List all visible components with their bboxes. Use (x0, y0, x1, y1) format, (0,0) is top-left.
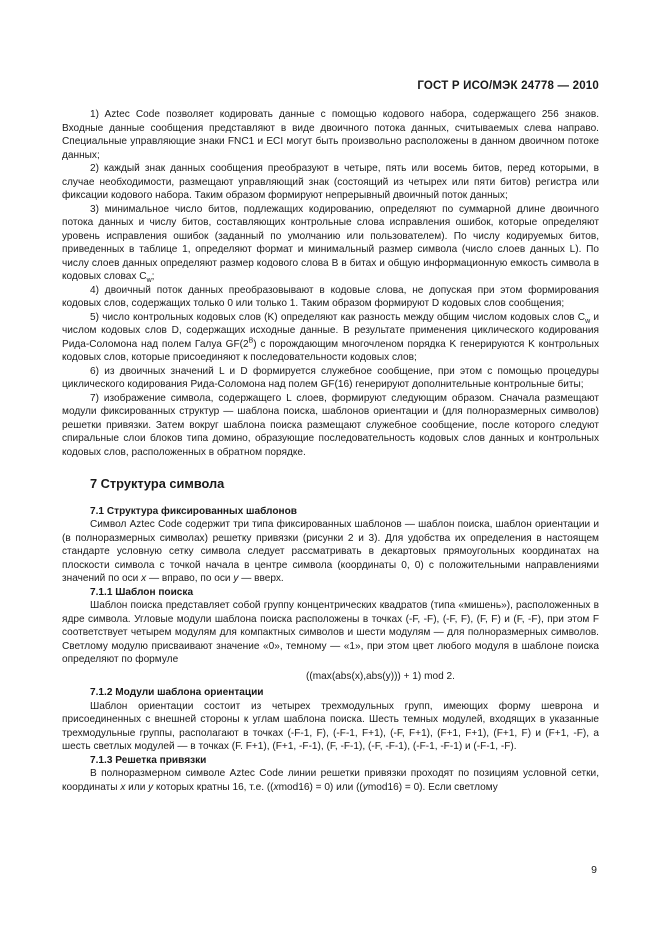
list-item-3: 3) минимальное число битов, подлежащих кодированию, определяют по суммарной длине двоичного потока данных и числу битов, составляющих контрольные слова исправления ошибок, которые определяют уровень исправления ошибок (заданный по умолчанию или пользователем). По числу кодируемых битов, приведенных в таблице 1, определяют формат и минимальный размер символа (число слоев данных L). По числу слоев данных определяют размер кодового слова B в битах и общую информационную емкость символа в кодовых словах $C_w$; (62, 203, 599, 285)
list-item-7: 7) изображение символа, содержащего L слоев, формируют следующим образом. Сначала размещают модули фиксированных структур — шаблона поиска, шаблонов ориентации и (для полноразмерных символов) решетки привязки. Затем вокруг шаблона поиска размещают служебное сообщение, после которого следуют спиральные слои блоков типа домино, образующие последовательность кодовых слов данных и контрольных кодовых слов, расположенных в обратном порядке. (62, 392, 599, 458)
section-7-1-2-heading: 7.1.2 Модули шаблона ориентации (90, 687, 264, 698)
section-7-heading: 7 Структура символа (90, 476, 225, 491)
list-item-6: 6) из двоичных значений L и D формируется служебное сообщение, при этом с помощью процедуры циклического кодирования Рида-Соломона над полем GF(16) генерируют дополнительные контрольные биты; (62, 365, 599, 390)
section-7-1-1-heading: 7.1.1 Шаблон поиска (90, 586, 194, 598)
list-item-2: 2) каждый знак данных сообщения преобразуют в четыре, пять или восемь битов, перед которыми, в случае необходимости, размещают управляющий знак (состоящий из четырех или пяти битов) регистра или фиксации кодового набора. Таким образом формируют непрерывный двоичный поток данных; (62, 163, 599, 201)
page-header-standard: ГОСТ Р ИСО/МЭК 24778 — 2010 (417, 80, 599, 92)
section-7-1-3-heading: 7.1.3 Решетка привязки (90, 754, 207, 766)
section-7-1-3-paragraph: В полноразмерном символе Aztec Code линии решетки привязки проходят по позициям условной сетки, координаты x или y которых кратны 16, т.е. ((xmod16) = 0) или ((ymod16) = 0). Если светлому (62, 768, 599, 793)
section-7-1-2-paragraph: Шаблон ориентации состоит из четырех трехмодульных групп, имеющих форму шеврона и присоединенных с внешней стороны к углам шаблона поиска. Шесть темных модулей, входящих в указанные трехмодульные группы, располагают в точках (-F-1, F), (-F-1, F+1), (-F, F+1), (F+1, F+1), (F+1, F) и (F+1, -F), а шесть светлых модулей — в точках (F. F+1), (F+1, -F-1), (F, -F-1), (-F, -F-1), (-F-1, -F-1) и (-F-1, -F). (62, 700, 599, 752)
list-item-4: 4) двоичный поток данных преобразовывают в кодовые слова, не допуская при этом формирования кодовых слов, содержащих только 0 или только 1. Таким образом формируют D кодовых слов сообщения; (62, 284, 599, 309)
section-7-1-paragraph: Символ Aztec Code содержит три типа фиксированных шаблонов — шаблон поиска, шаблон ориентации и (в полноразмерных символах) решетку привязки (рисунки 2 и 3). Для удобства их определения в настоящем стандарте условную сетку символа следует рассматривать в декартовых прямоугольных координатах на плоскости символа с точкой начала в центре символа (координаты 0, 0) с положительными направлениями значений по оси x — вправо, по оси y — вверх. (62, 519, 599, 584)
page-number: 9 (591, 864, 597, 876)
section-7-1-heading: 7.1 Структура фиксированных шаблонов (90, 505, 297, 517)
list-item-5: 5) число контрольных кодовых слов (K) определяют как разность между общим числом кодовых слов $C_w$ и числом кодовых слов D, содержащих исходные данные. В результате применения циклического кодирования Рида-Соломона над полем Галуа $GF(2^B)$ с порождающим многочленом порядка K генерируются K контрольных кодовых слов, которые присоединяют к последовательности кодовых слов; (62, 311, 599, 363)
section-7-1-1-paragraph: Шаблон поиска представляет собой группу концентрических квадратов (типа «мишень»), расположенных в ядре символа. Угловые модули шаблона поиска расположены в точках (-F, -F), (-F, F), (F, F) и (F, -F), при этом F соответствует четырем модулям для компактных символов и шести модулям — для полноразмерных символов. Светлому модулю присваивают значение «0», темному — «1», при этом цвет любого модуля в шаблоне поиска определяют по формуле (62, 600, 599, 665)
finder-pattern-formula: ((max(abs(x),abs(y))) + 1) mod 2. (306, 670, 455, 682)
list-item-1: 1) Aztec Code позволяет кодировать данные с помощью кодового набора, содержащего 256 знаков. Входные данные сообщения представляют в виде двоичного потока данных, считываемых слева направо. Специальные управляющие знаки FNC1 и ECI могут быть произвольно расположены в данном двоичном потоке данных; (62, 109, 599, 161)
page-content (62, 108, 599, 794)
